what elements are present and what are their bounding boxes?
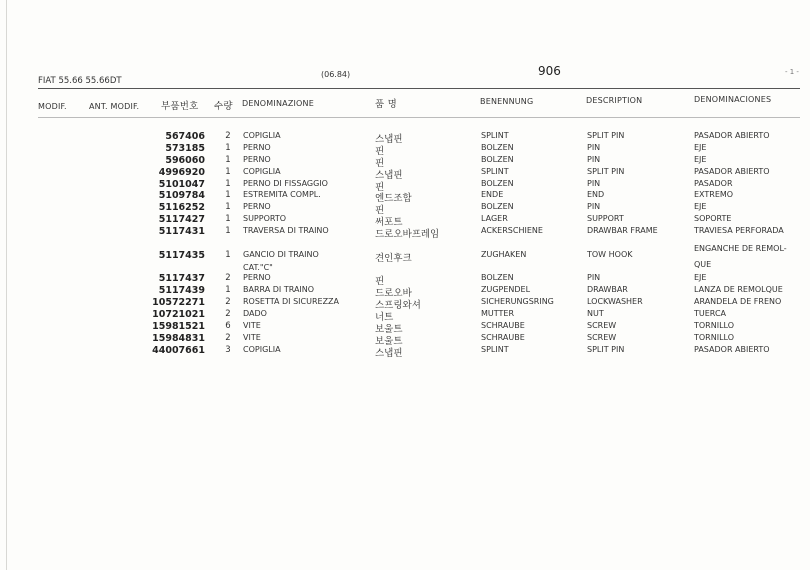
part-number: 15981521 [152, 321, 205, 332]
part-number: 5109784 [158, 190, 205, 201]
korean-name: 스냅핀 [375, 134, 403, 145]
korean-name: 견인후크 [375, 253, 412, 264]
korean-name: 핀 [375, 158, 385, 169]
column-header-rule [38, 117, 800, 118]
korean-name: 스냅핀 [375, 170, 403, 181]
german-name: SCHRAUBE [481, 321, 525, 330]
spanish-name: TUERCA [694, 309, 727, 318]
italian-name: PERNO [243, 202, 271, 211]
spanish-name: PASADOR [694, 179, 733, 188]
spanish-name: LANZA DE REMOLQUE [694, 285, 783, 294]
english-description: PIN [587, 179, 601, 188]
italian-name: VITE [243, 333, 261, 342]
korean-name: 핀 [375, 205, 385, 216]
italian-name: COPIGLIA [243, 167, 281, 176]
part-number: 5116252 [158, 202, 205, 213]
part-number: 10572271 [152, 297, 205, 308]
italian-name-line2: CAT."C" [243, 263, 273, 272]
column-header-korean-name: 품 명 [375, 99, 397, 110]
spanish-name: ENGANCHE DE REMOL- [694, 244, 787, 253]
korean-name: 드로오바프레임 [375, 229, 440, 240]
italian-name: PERNO [243, 273, 271, 282]
german-name: ACKERSCHIENE [481, 226, 543, 235]
quantity: 2 [225, 273, 231, 283]
korean-name: 보울트 [375, 324, 403, 335]
italian-name: BARRA DI TRAINO [243, 285, 315, 294]
part-number: 596060 [165, 155, 205, 166]
german-name: BOLZEN [481, 155, 514, 164]
quantity: 1 [225, 167, 231, 177]
english-description: SPLIT PIN [587, 167, 625, 176]
spanish-name: TRAVIESA PERFORADA [694, 226, 784, 235]
german-name: SCHRAUBE [481, 333, 525, 342]
column-header-part-number: 부품번호 [161, 101, 199, 112]
english-description: END [587, 190, 605, 199]
spanish-name: PASADOR ABIERTO [694, 345, 770, 354]
italian-name: PERNO [243, 143, 271, 152]
korean-name: 너트 [375, 312, 394, 323]
italian-name: COPIGLIA [243, 131, 281, 140]
english-description: PIN [587, 143, 601, 152]
spanish-name: EJE [694, 155, 707, 164]
quantity: 1 [225, 250, 231, 260]
german-name: BOLZEN [481, 179, 514, 188]
column-header-denominazione: DENOMINAZIONE [242, 99, 314, 108]
spanish-name: ARANDELA DE FRENO [694, 297, 782, 306]
german-name: BOLZEN [481, 143, 514, 152]
part-number: 15984831 [152, 333, 205, 344]
italian-name: COPIGLIA [243, 345, 281, 354]
quantity: 1 [225, 190, 231, 200]
model-title: FIAT 55.66 55.66DT [38, 76, 122, 86]
part-number: 5117431 [158, 226, 205, 237]
italian-name: VITE [243, 321, 261, 330]
quantity: 1 [225, 179, 231, 189]
spanish-name: TORNILLO [694, 321, 735, 330]
korean-name: 보울트 [375, 336, 403, 347]
english-description: SPLIT PIN [587, 131, 625, 140]
part-number: 5117427 [158, 214, 205, 225]
korean-name: 엔드조합 [375, 193, 412, 204]
korean-name: 핀 [375, 276, 385, 287]
spanish-name-line2: QUE [694, 260, 712, 269]
german-name: SPLINT [481, 131, 509, 140]
column-header-description: DESCRIPTION [586, 96, 643, 105]
english-description: SPLIT PIN [587, 345, 625, 354]
spanish-name: EJE [694, 202, 707, 211]
part-number: 4996920 [158, 167, 205, 178]
corner-mark: - 1 - [785, 68, 799, 76]
quantity: 2 [225, 309, 231, 319]
english-description: PIN [587, 273, 601, 282]
column-header-denominaciones: DENOMINACIONES [694, 95, 772, 104]
part-number: 10721021 [152, 309, 205, 320]
part-number: 5117435 [158, 250, 205, 261]
italian-name: ESTREMITA COMPL. [243, 190, 321, 199]
korean-name: 스프링와셔 [375, 300, 421, 311]
italian-name: DADO [243, 309, 267, 318]
italian-name: TRAVERSA DI TRAINO [243, 226, 329, 235]
column-header-benennung: BENENNUNG [480, 97, 534, 106]
italian-name: ROSETTA DI SICUREZZA [243, 297, 340, 306]
quantity: 3 [225, 345, 231, 355]
german-name: SPLINT [481, 167, 509, 176]
quantity: 2 [225, 297, 231, 307]
german-name: SICHERUNGSRING [481, 297, 554, 306]
german-name: SPLINT [481, 345, 509, 354]
part-number: 44007661 [152, 345, 205, 356]
quantity: 1 [225, 285, 231, 295]
quantity: 1 [225, 214, 231, 224]
quantity: 6 [225, 321, 231, 331]
korean-name: 핀 [375, 146, 385, 157]
english-description: NUT [587, 309, 604, 318]
korean-name: 써포트 [375, 217, 403, 228]
page-number: 906 [538, 64, 561, 78]
column-header-quantity: 수량 [214, 101, 233, 112]
part-number: 5117439 [158, 285, 205, 296]
part-number: 5101047 [158, 179, 205, 190]
german-name: ZUGPENDEL [481, 285, 531, 294]
quantity: 1 [225, 143, 231, 153]
edition-date: (06.84) [321, 70, 351, 79]
german-name: ZUGHAKEN [481, 250, 527, 259]
quantity: 2 [225, 333, 231, 343]
quantity: 1 [225, 202, 231, 212]
english-description: PIN [587, 155, 601, 164]
german-name: BOLZEN [481, 202, 514, 211]
table-row [0, 345, 810, 359]
english-description: SCREW [587, 321, 617, 330]
italian-name: PERNO DI FISSAGGIO [243, 179, 328, 188]
quantity: 2 [225, 131, 231, 141]
italian-name: GANCIO DI TRAINO [243, 250, 319, 259]
korean-name: 핀 [375, 182, 385, 193]
part-number: 5117437 [158, 273, 205, 284]
part-number: 567406 [165, 131, 205, 142]
column-header-modif: MODIF. [38, 102, 67, 111]
spanish-name: EJE [694, 273, 707, 282]
italian-name: PERNO [243, 155, 271, 164]
spanish-name: EXTREMO [694, 190, 734, 199]
quantity: 1 [225, 155, 231, 165]
english-description: LOCKWASHER [587, 297, 643, 306]
korean-name: 스냅핀 [375, 348, 403, 359]
spanish-name: TORNILLO [694, 333, 735, 342]
english-description: TOW HOOK [587, 250, 633, 259]
german-name: LAGER [481, 214, 508, 223]
english-description: SCREW [587, 333, 617, 342]
english-description: DRAWBAR [587, 285, 628, 294]
german-name: MUTTER [481, 309, 515, 318]
english-description: PIN [587, 202, 601, 211]
header-rule [38, 88, 800, 89]
part-number: 573185 [165, 143, 205, 154]
table-row [0, 226, 810, 240]
table-row [0, 244, 810, 272]
column-header-ant-modif: ANT. MODIF. [89, 102, 140, 111]
english-description: DRAWBAR FRAME [587, 226, 658, 235]
korean-name: 드로오바 [375, 288, 412, 299]
german-name: ENDE [481, 190, 504, 199]
spanish-name: PASADOR ABIERTO [694, 167, 770, 176]
english-description: SUPPORT [587, 214, 624, 223]
quantity: 1 [225, 226, 231, 236]
german-name: BOLZEN [481, 273, 514, 282]
italian-name: SUPPORTO [243, 214, 287, 223]
spanish-name: SOPORTE [694, 214, 732, 223]
spanish-name: EJE [694, 143, 707, 152]
spanish-name: PASADOR ABIERTO [694, 131, 770, 140]
